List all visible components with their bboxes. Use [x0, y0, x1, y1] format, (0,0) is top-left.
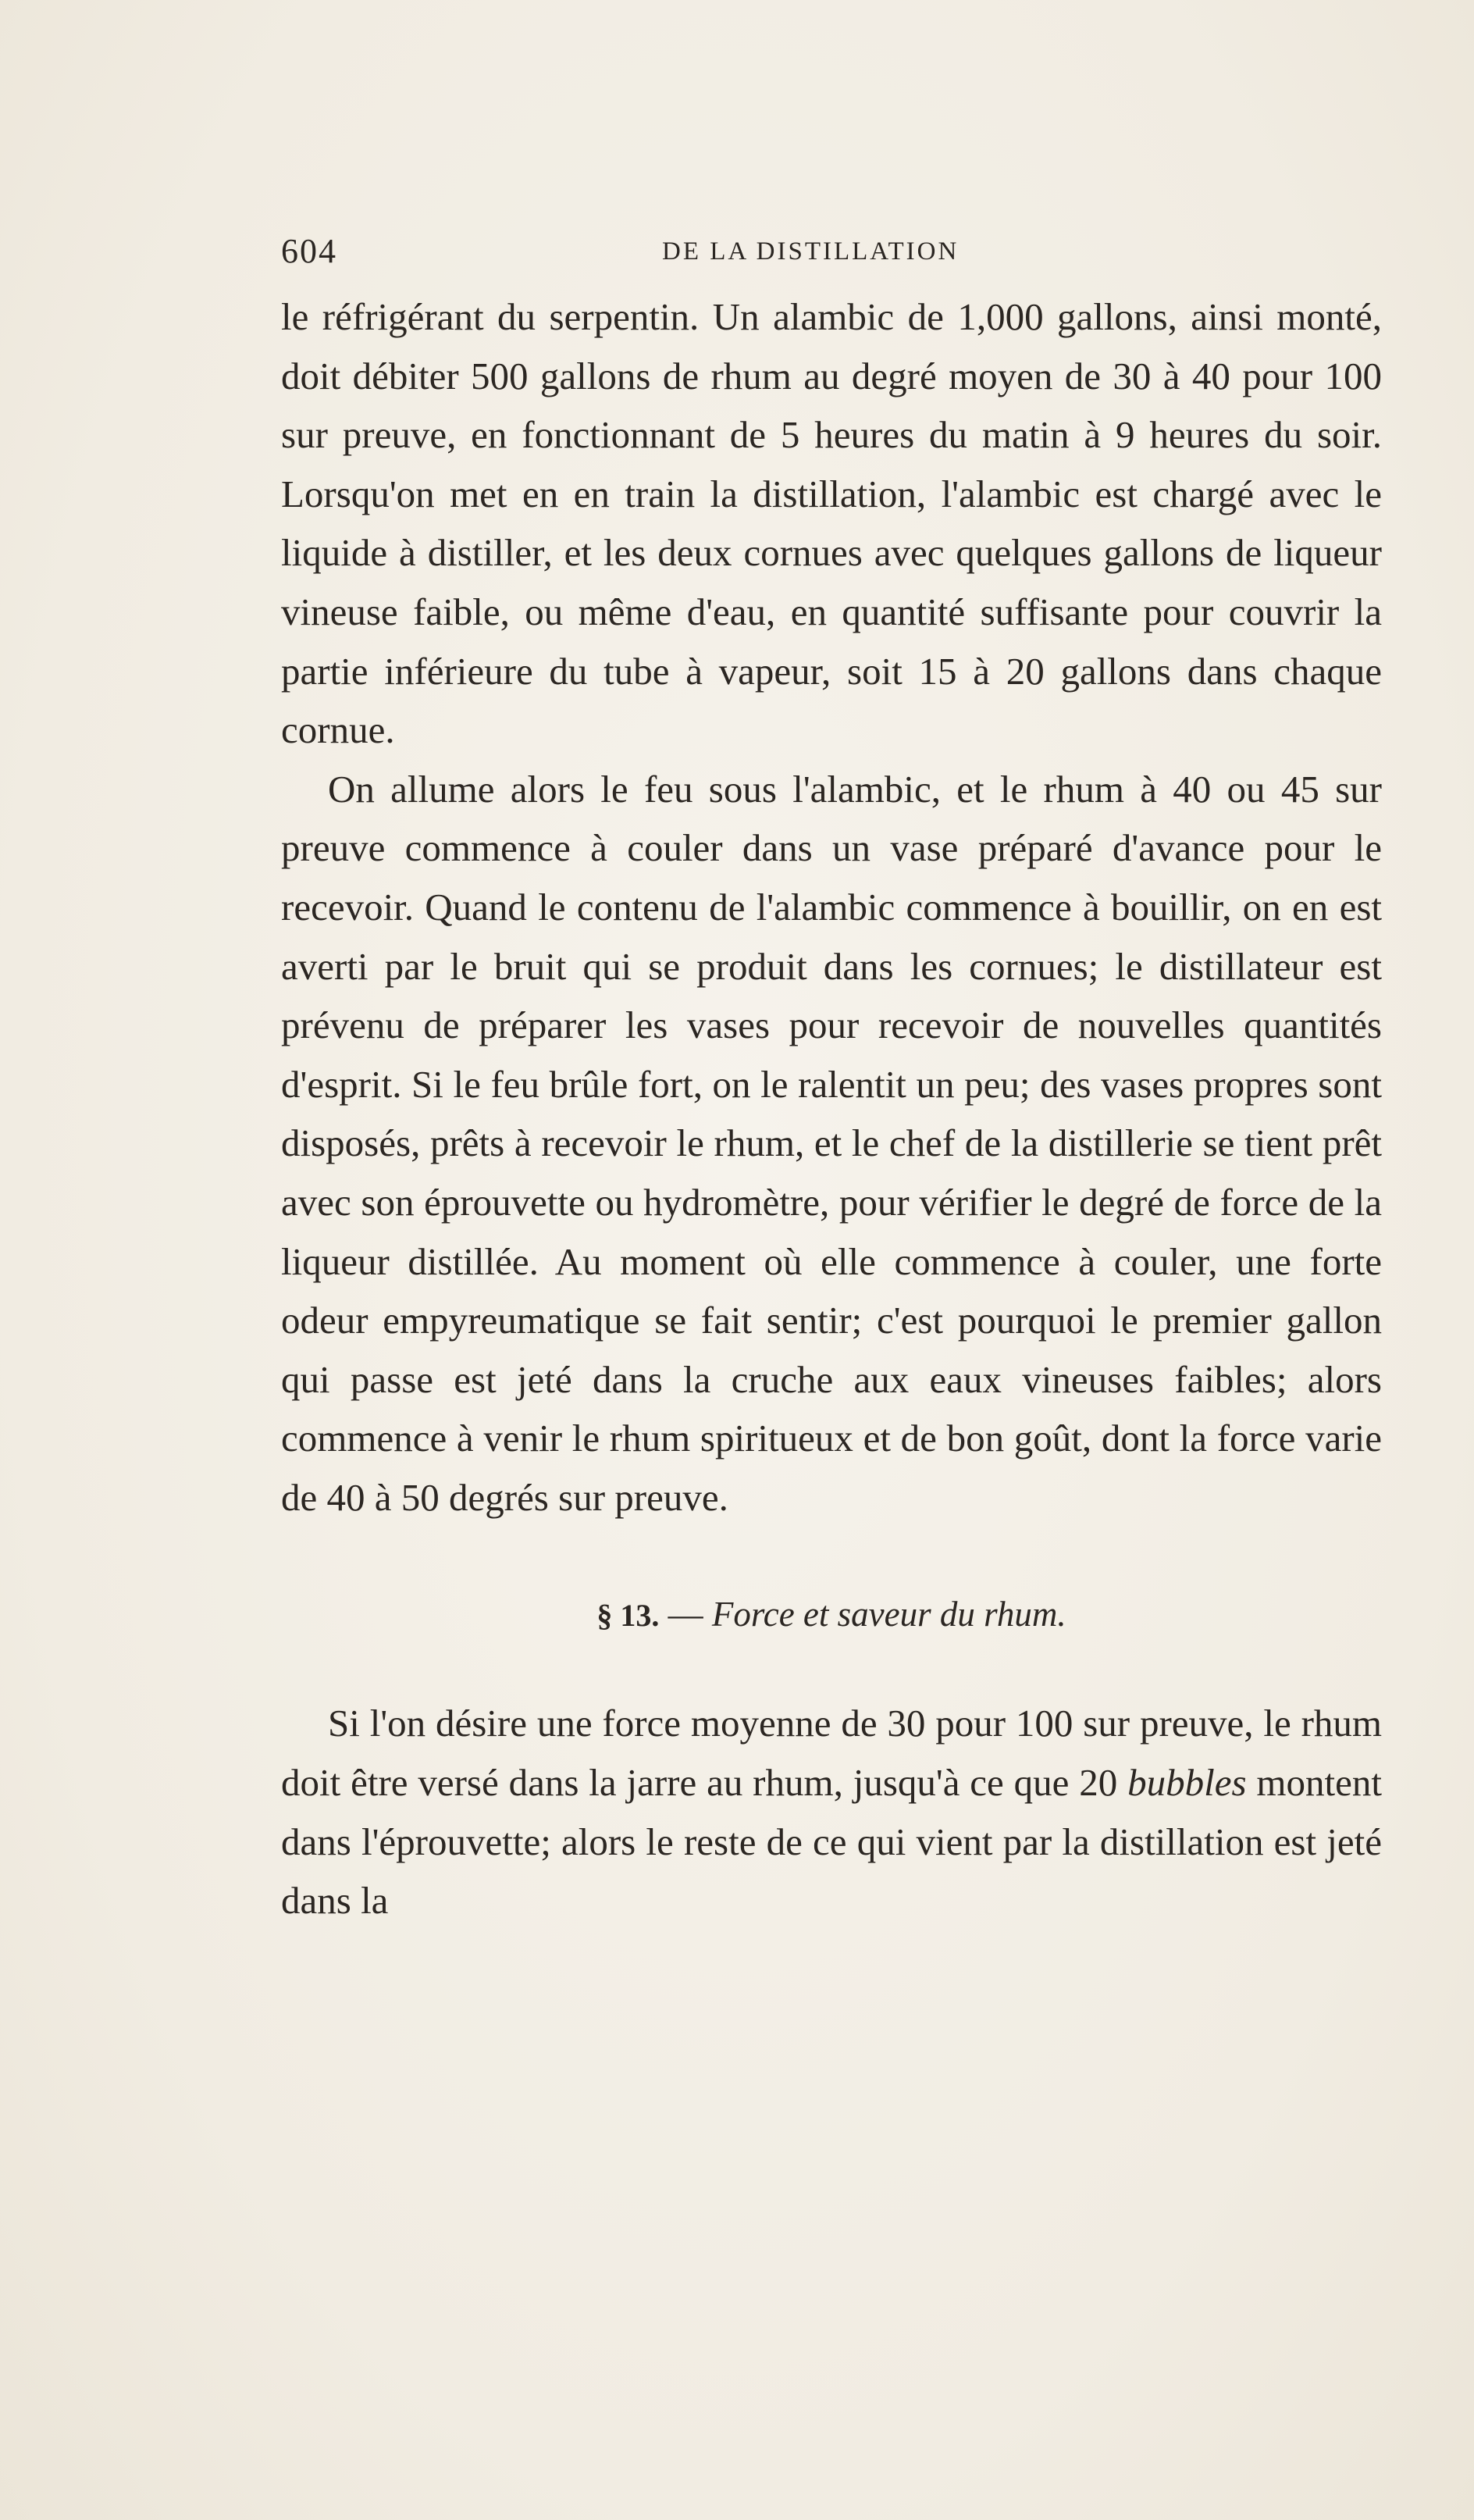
- page-number: 604: [281, 232, 337, 270]
- paragraph-3-italic-term: bubbles: [1127, 1761, 1247, 1805]
- section-title: Force et saveur du rhum.: [711, 1595, 1066, 1634]
- paragraph-2: On allume alors le feu sous l'alambic, et le rhum à 40 ou 45 sur preuve commence à couler dans un vase préparé d'avance pour le recevoir. Quand le contenu de l'alambic commence à bouillir, on en est averti par le bruit qui se produit dans les cornues; le distillateur est prévenu de préparer les vases pour recevoir de nouvelles quantités d'esprit. Si le feu brûle fort, on le ralentit un peu; des vases propres sont disposés, prêts à recevoir le rhum, et le chef de la distillerie se tient prêt avec son éprouvette ou hydromètre, pour vérifier le degré de force de la liqueur distillée. Au moment où elle commence à couler, une forte odeur empyreumatique se fait sentir; c'est pourquoi le premier gallon qui passe est jeté dans la cruche aux eaux vineuses faibles; alors commence à venir le rhum spiritueux et de bon goût, dont la force varie de 40 à 50 degrés sur preuve.: [281, 767, 1382, 1519]
- section-heading: [281, 1591, 1382, 1639]
- paragraph-3-start: Si l'on désire une force moyenne de 30 pour 100 sur preuve, le rhum doit être versé dans la jarre au rhum, jusqu'à ce que 20: [281, 1702, 1382, 1805]
- paragraph-3-end: montent dans l'éprouvette; alors le reste de ce qui vient par la distillation est jeté dans la: [281, 1761, 1383, 1923]
- section-dash: —: [659, 1595, 712, 1634]
- paragraph-3: [281, 1694, 1382, 1930]
- page-header: [281, 231, 1390, 278]
- section-number: § 13.: [596, 1598, 660, 1634]
- running-head: DE LA DISTILLATION: [662, 237, 960, 266]
- paragraph-1: le réfrigérant du serpentin. Un alambic de 1,000 gallons, ainsi monté, doit débiter 500 gallons de rhum au degré moyen de 30 à 40 pour 100 sur preuve, en fonctionnant de 5 heures du matin à 9 heures du soir. Lorsqu'on met en en train la distillation, l'alambic est chargé avec le liquide à distiller, et les deux cornues avec quelques gallons de liqueur vineuse faible, ou même d'eau, en quantité suffisante pour couvrir la partie inférieure du tube à vapeur, soit 15 à 20 gallons dans chaque cornue.: [281, 295, 1382, 752]
- body-text: [281, 287, 1382, 1930]
